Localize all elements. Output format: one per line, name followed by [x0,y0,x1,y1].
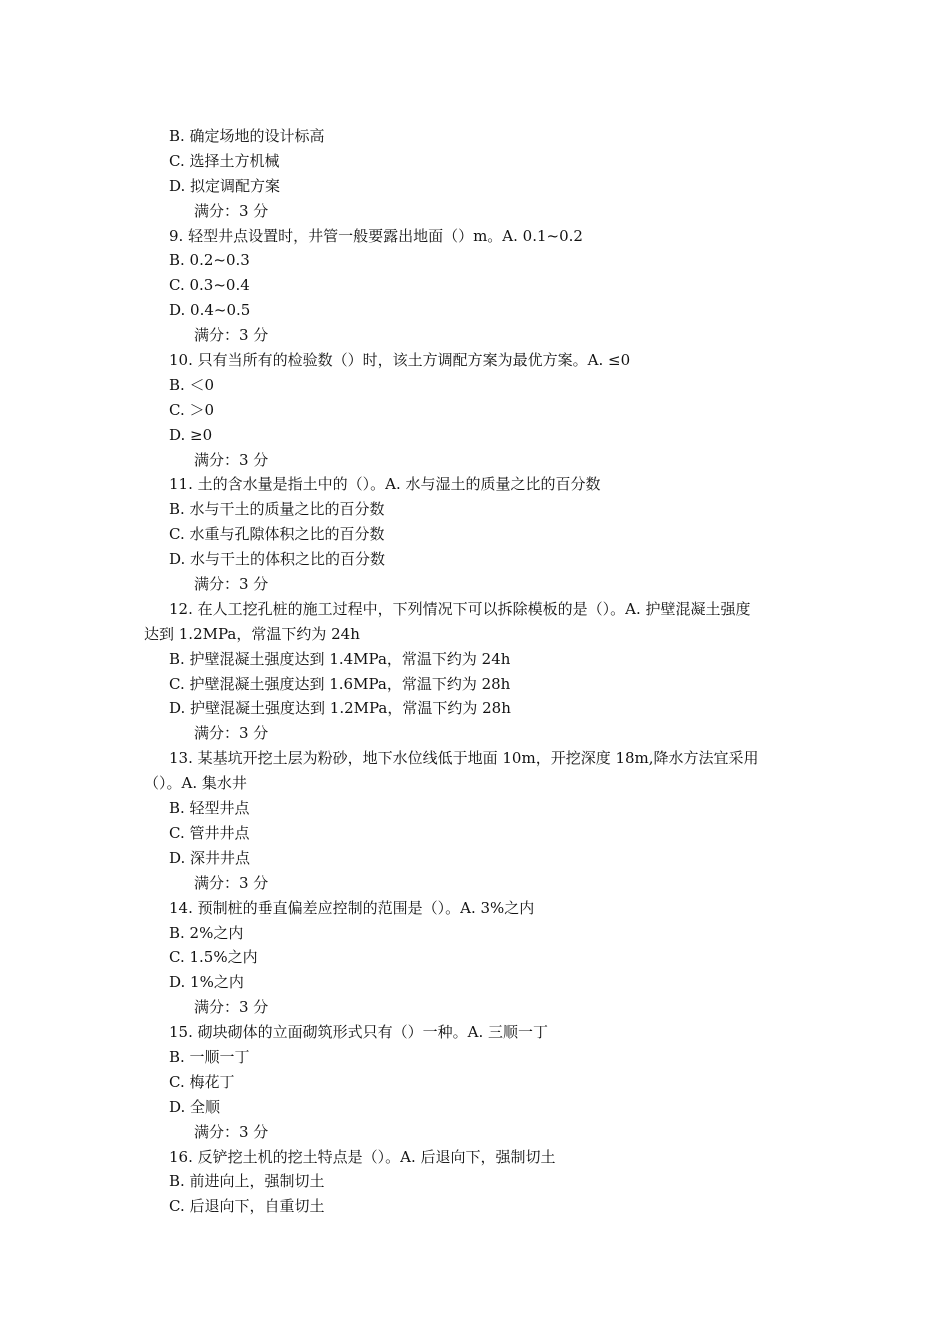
question-line: 16. 反铲挖土机的挖土特点是（）。A. 后退向下，强制切土 [169,1147,556,1166]
answer-option-line: B. 2%之内 [169,923,244,942]
score-line: 满分：3 分 [194,998,269,1017]
answer-option-line: C. 1.5%之内 [169,948,258,967]
answer-option-line: B. 水与干土的质量之比的百分数 [169,500,385,519]
answer-option-line: D. 水与干土的体积之比的百分数 [169,550,386,569]
score-line: 满分：3 分 [194,1122,269,1141]
question-continuation-line: （）。A. 集水井 [144,774,247,793]
question-line: 14. 预制桩的垂直偏差应控制的范围是（）。A. 3%之内 [169,898,535,917]
answer-option-line: C. 选择土方机械 [169,151,280,170]
answer-option-line: B. 前进向上，强制切土 [169,1172,325,1191]
answer-option-line: C. 管井井点 [169,823,250,842]
question-continuation-line: 达到 1.2MPa，常温下约为 24h [144,624,360,643]
score-line: 满分：3 分 [194,575,269,594]
answer-option-line: B. 一顺一丁 [169,1047,250,1066]
answer-option-line: D. 护壁混凝土强度达到 1.2MPa，常温下约为 28h [169,699,511,718]
answer-option-line: B. 0.2~0.3 [169,251,250,270]
answer-option-line: B. ＜0 [169,375,215,394]
question-line: 15. 砌块砌体的立面砌筑形式只有（）一种。A. 三顺一丁 [169,1023,548,1042]
answer-option-line: D. 1%之内 [169,973,244,992]
answer-option-line: B. 轻型井点 [169,799,250,818]
document-page [0,124,950,1219]
answer-option-line: C. ＞0 [169,400,215,419]
answer-option-line: D. 拟定调配方案 [169,176,281,195]
score-line: 满分：3 分 [194,724,269,743]
answer-option-line: C. 梅花丁 [169,1072,235,1091]
score-line: 满分：3 分 [194,326,269,345]
answer-option-line: C. 0.3~0.4 [169,276,250,295]
score-line: 满分：3 分 [194,450,269,469]
answer-option-line: D. 深井井点 [169,848,251,867]
answer-option-line: B. 确定场地的设计标高 [169,127,325,145]
answer-option-line: B. 护壁混凝土强度达到 1.4MPa，常温下约为 24h [169,649,511,668]
answer-option-line: C. 护壁混凝土强度达到 1.6MPa，常温下约为 28h [169,674,511,693]
answer-option-line: D. 0.4~0.5 [169,301,251,320]
answer-option-line: D. 全顺 [169,1097,221,1116]
question-line: 11. 土的含水量是指土中的（）。A. 水与湿土的质量之比的百分数 [169,475,601,494]
question-line: 13. 某基坑开挖土层为粉砂，地下水位线低于地面 10m，开挖深度 18m,降水方法宜采用 [169,749,759,768]
question-line: 9. 轻型井点设置时，井管一般要露出地面（）m。A. 0.1~0.2 [169,226,583,245]
answer-option-line: C. 水重与孔隙体积之比的百分数 [169,525,385,544]
question-line: 12. 在人工挖孔桩的施工过程中，下列情况下可以拆除模板的是（）。A. 护壁混凝土强度 [169,599,751,618]
answer-option-line: C. 后退向下，自重切土 [169,1197,325,1216]
score-line: 满分：3 分 [194,201,269,220]
answer-option-line: D. ≥0 [169,425,213,444]
score-line: 满分：3 分 [194,873,269,892]
question-line: 10. 只有当所有的检验数（）时，该土方调配方案为最优方案。A. ≤0 [169,351,631,370]
